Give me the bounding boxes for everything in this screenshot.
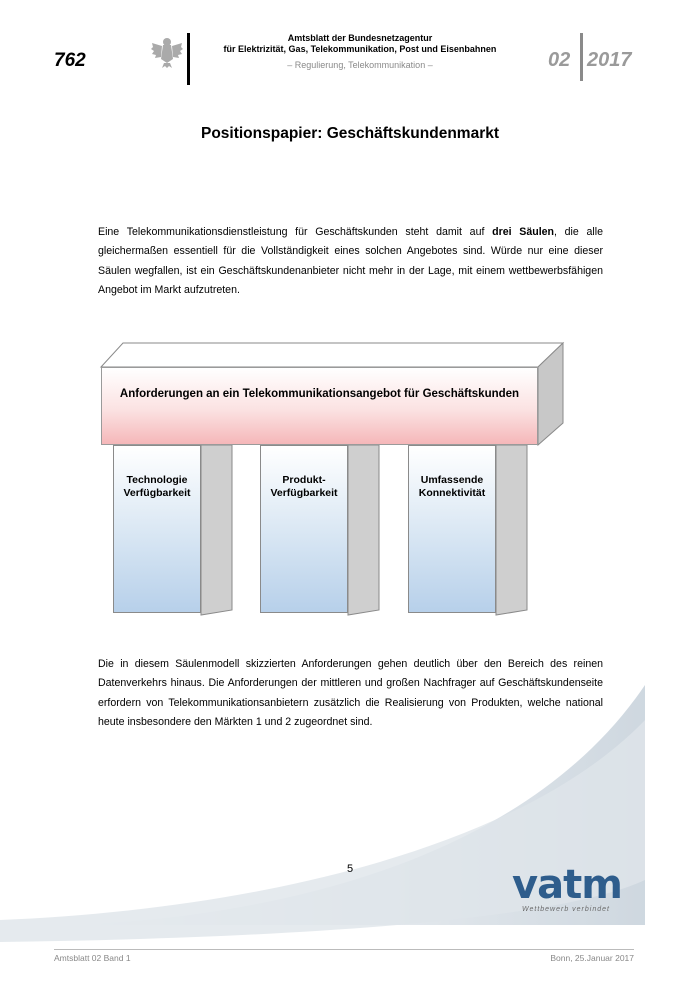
gazette-subtitle: – Regulierung, Telekommunikation – (287, 60, 433, 70)
pillar-label-line: Umfassende (420, 474, 484, 486)
roof-label: Anforderungen an ein Telekommunikationsangebot für Geschäftskunden (119, 388, 520, 400)
issue-divider (580, 33, 583, 81)
gazette-title-line1: Amtsblatt der Bundesnetzagentur (287, 33, 433, 43)
pillar-product-label (260, 474, 348, 500)
paragraph-intro-rest: , die alle gleichermaßen essentiell für die Vollständigkeit eines solchen Angebotes sind. Würde nur eine dieser Säulen wegfallen, ist ein Geschäftskundenanbieter nicht mehr in der Lage, mit einem wettbewerbsfähigen Angebot im Markt aufzutreten. (98, 226, 603, 297)
pillar-technology-label (113, 474, 201, 500)
issue-year: 2017 (587, 49, 632, 71)
page-folio: 5 (346, 863, 354, 875)
vatm-slogan: Wettbewerb verbindet (522, 906, 610, 913)
pillar-technology (113, 445, 201, 613)
roof-block (101, 367, 538, 445)
pillar-label-line: Technologie (126, 474, 188, 486)
footer-issue: Amtsblatt 02 Band 1 (54, 953, 131, 963)
paragraph-intro (98, 223, 603, 301)
gazette-title (200, 33, 520, 55)
pillar-label-line: Konnektivität (418, 487, 486, 499)
gazette-title-line2: für Elektrizität, Gas, Telekommunikation, Post und Eisenbahnen (223, 44, 497, 54)
pillar-label-line: Verfügbarkeit (123, 487, 191, 499)
paragraph-model: Die in diesem Säulenmodell skizzierten Anforderungen gehen deutlich über den Bereich des reinen Datenverkehrs hinaus. Die Anforderungen der mittleren und großen Nachfrager auf Geschäftskundenseite erfordern von Telekommunikationsanbietern zusätzlich die Realisierung von Produkten, welche national heute insbesondere den Märkten 1 und 2 zugeordnet sind. (98, 658, 603, 729)
vatm-logo: vatm (512, 862, 622, 908)
pillar-connectivity (408, 445, 496, 613)
paragraph-intro-text: Eine Telekommunikationsdienstleistung für Geschäftskunden steht damit auf (98, 226, 493, 238)
paragraph-intro-bold: drei Säulen (492, 226, 554, 238)
footer-date: Bonn, 25.Januar 2017 (550, 953, 634, 963)
pillar-connectivity-label (408, 474, 496, 500)
pillar-label-line: Verfügbarkeit (270, 487, 338, 499)
issue-number: 02 (548, 49, 571, 71)
federal-eagle-icon (150, 33, 184, 69)
pillar-product (260, 445, 348, 613)
document-title: Positionspapier: Geschäftskundenmarkt (200, 125, 500, 142)
pillar-label-line: Produkt- (282, 474, 326, 486)
page-number: 762 (54, 50, 86, 71)
header-divider (187, 33, 190, 85)
footer-rule (54, 949, 634, 950)
